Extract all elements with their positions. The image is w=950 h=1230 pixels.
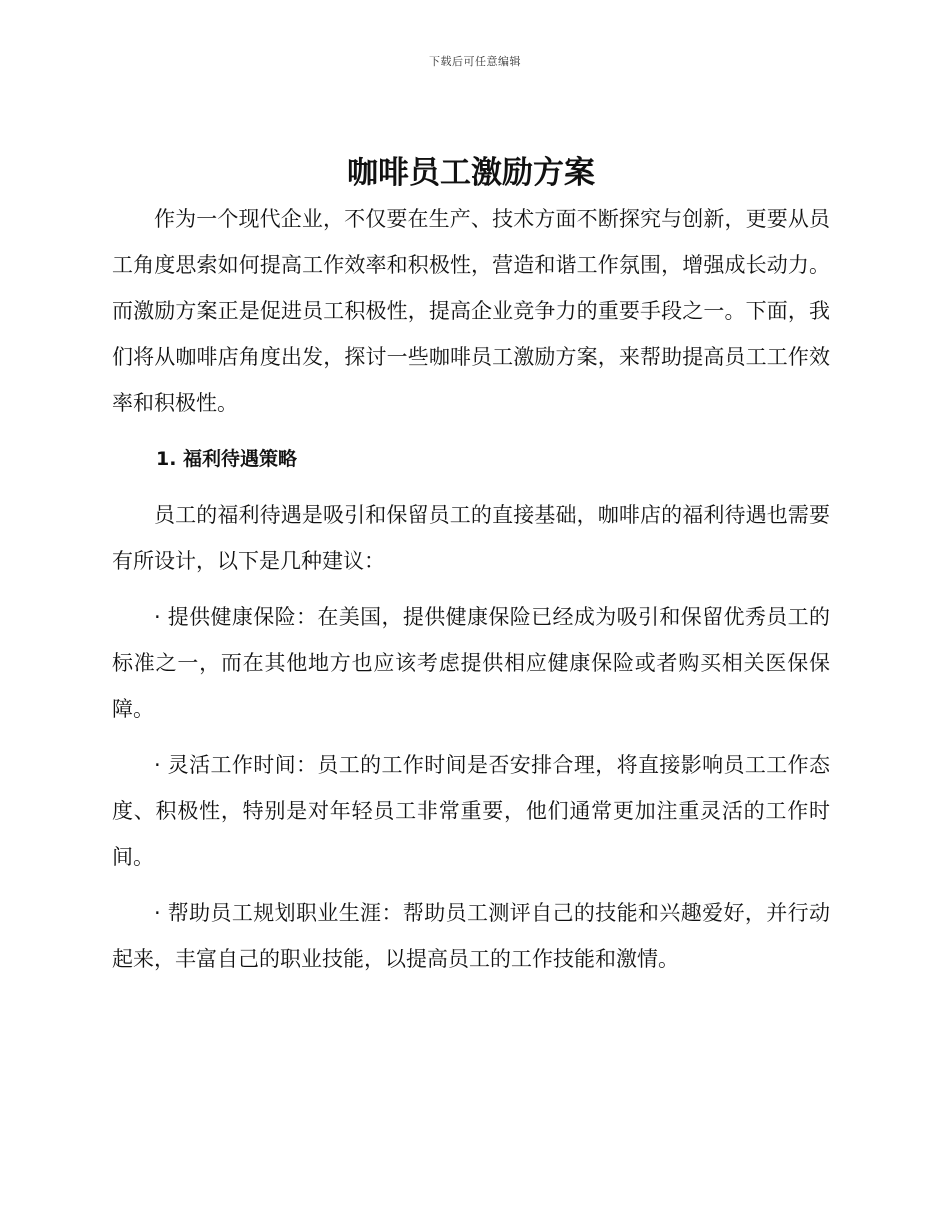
- header-note: 下载后可任意编辑: [429, 55, 521, 68]
- spacer: [112, 732, 830, 742]
- spacer: [112, 584, 830, 594]
- bullet-item-health-insurance: · 提供健康保险：在美国，提供健康保险已经成为吸引和保留优秀员工的标准之一，而在其他地方也应该考虑提供相应健康保险或者购买相关医保保障。: [112, 605, 830, 721]
- bullet-item-career-planning: · 帮助员工规划职业生涯：帮助员工测评自己的技能和兴趣爱好，并行动起来，丰富自己的职业技能，以提高员工的工作技能和激情。: [112, 901, 830, 971]
- document-body: [112, 150, 830, 982]
- spacer: [112, 880, 830, 890]
- bullet-item-flexible-hours: · 灵活工作时间：员工的工作时间是否安排合理，将直接影响员工工作态度、积极性，特别是对年轻员工非常重要，他们通常更加注重灵活的工作时间。: [112, 753, 830, 869]
- section-heading: 1. 福利待遇策略: [156, 448, 298, 470]
- section-intro-paragraph: 员工的福利待遇是吸引和保留员工的直接基础，咖啡店的福利待遇也需要有所设计，以下是几种建议：: [112, 503, 830, 573]
- intro-paragraph: 作为一个现代企业，不仅要在生产、技术方面不断探究与创新，更要从员工角度思索如何提高工作效率和积极性，营造和谐工作氛围，增强成长动力。而激励方案正是促进员工积极性，提高企业竞争力的重要手段之一。下面，我们将从咖啡店角度出发，探讨一些咖啡员工激励方案，来帮助提高员工工作效率和积极性。: [112, 207, 830, 415]
- spacer: [112, 482, 830, 492]
- document-title: 咖啡员工激励方案: [347, 155, 595, 191]
- spacer: [112, 426, 830, 436]
